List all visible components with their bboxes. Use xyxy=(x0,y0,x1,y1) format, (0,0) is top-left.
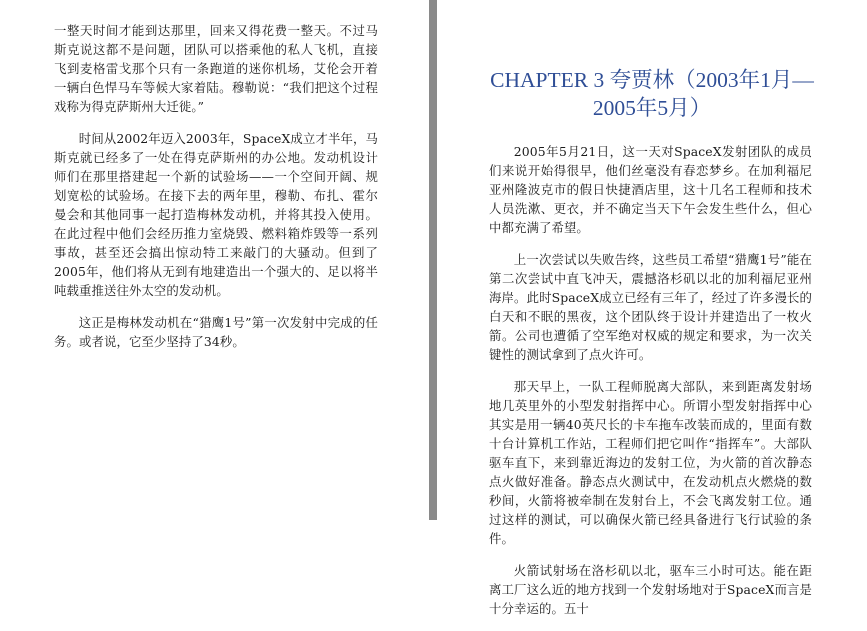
chapter-title: CHAPTER 3 夸贾林（2003年1月—2005年5月） xyxy=(490,68,814,120)
right-paragraph-2: 上一次尝试以失败告终，这些员工希望“猎鹰1号”能在第二次尝试中直飞冲天，震撼洛杉矶以北的加利福尼亚州海岸。此时SpaceX成立已经有三年了，经过了许多漫长的白天和不眠的黑夜，这个团队终于设计并建造出了一枚火箭。公司也遭循了空军绝对权威的规定和要求，为一次关键性的测试拿到了点火许可。 xyxy=(489,252,812,362)
right-page-body xyxy=(489,142,812,631)
left-paragraph-3: 这正是梅林发动机在“猎鹰1号”第一次发射中完成的任务。或者说，它至少坚持了34秒。 xyxy=(54,315,378,349)
left-page-body xyxy=(54,21,378,364)
left-paragraph-2: 时间从2002年迈入2003年，SpaceX成立才半年，马斯克就已经多了一处在得克萨斯州的办公地。发动机设计师们在那里搭建起一个新的试验场——一个空间开阔、规划宽松的试验场。在接下去的两年里，穆勒、布扎、霍尔曼会和其他同事一起打造梅林发动机，并将其投入使用。在此过程中他们会经历推力室烧毁、燃料箱炸毁等一系列事故，甚至还会搞出惊动特工来敲门的大骚动。但到了2005年，他们将从无到有地建造出一个强大的、足以将半吨载重推送往外太空的发动机。 xyxy=(54,131,378,298)
page-gutter-divider xyxy=(429,0,437,520)
left-paragraph-1: 一整天时间才能到达那里，回来又得花费一整天。不过马斯克说这都不是问题，团队可以搭乘他的私人飞机，直接飞到麦格雷戈那个只有一条跑道的迷你机场，艾伦会开着一辆白色悍马车等候大家着陆。穆勒说：“我们把这个过程戏称为得克萨斯州大迁徙。” xyxy=(54,23,378,114)
right-paragraph-3: 那天早上，一队工程师脱离大部队，来到距离发射场地几英里外的小型发射指挥中心。所谓小型发射指挥中心其实是用一辆40英尺长的卡车拖车改装而成的，里面有数十台计算机工作站，工程师们把它叫作“指挥车”。大部队驱车直下，来到靠近海边的发射工位，为火箭的首次静态点火做好准备。静态点火测试中，在发动机点火燃烧的数秒间，火箭将被牵制在发射台上，不会飞离发射工位。通过这样的测试，可以确保火箭已经具备进行飞行试验的条件。 xyxy=(489,379,812,546)
right-page xyxy=(437,0,867,616)
left-page xyxy=(0,0,429,520)
right-paragraph-1: 2005年5月21日，这一天对SpaceX发射团队的成员们来说开始得很早，他们丝毫没有春恋梦乡。在加利福尼亚州隆波克市的假日快捷酒店里，这十几名工程师和技术人员洗漱、更衣，并不确定当天下午会发生些什么，但心中都充满了希望。 xyxy=(489,144,812,235)
right-paragraph-4: 火箭试射场在洛杉矶以北，驱车三小时可达。能在距离工厂这么近的地方找到一个发射场地对于SpaceX而言是十分幸运的。五十 xyxy=(489,563,812,616)
